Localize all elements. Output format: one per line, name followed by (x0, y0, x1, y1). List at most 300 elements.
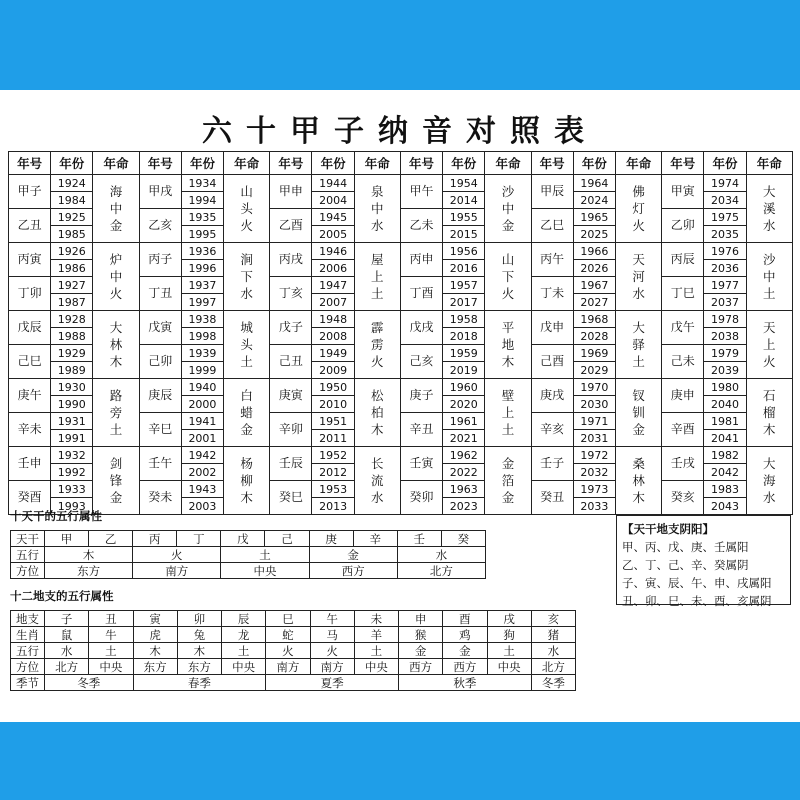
table-row (11, 643, 576, 659)
year-cell: 2033 (573, 498, 615, 515)
year-cell: 1991 (51, 430, 93, 447)
year-cell: 1952 (312, 447, 354, 464)
column-header: 年命 (746, 152, 792, 175)
table-row (11, 563, 486, 579)
ganzhi-cell: 壬辰 (270, 447, 312, 481)
attr-cell: 火 (266, 643, 310, 659)
nayin-char: 土 (240, 354, 253, 369)
year-cell: 2015 (443, 226, 485, 243)
nayin-char: 柏 (371, 405, 384, 420)
attr-cell: 寅 (133, 611, 177, 627)
year-cell: 1958 (443, 311, 485, 328)
year-cell: 1928 (51, 311, 93, 328)
page-title: 六十甲子纳音对照表 (202, 114, 598, 149)
nayin-char: 剑 (109, 456, 123, 471)
nayin-char: 中 (371, 201, 384, 216)
year-cell: 1966 (573, 243, 615, 260)
ganzhi-cell: 戊辰 (9, 311, 51, 345)
ganzhi-cell: 丁巳 (662, 277, 704, 311)
nayin-cell (615, 311, 661, 379)
attr-cell: 水 (45, 643, 89, 659)
ganzhi-cell: 乙卯 (662, 209, 704, 243)
ganzhi-cell: 庚戌 (531, 379, 573, 413)
year-cell: 1926 (51, 243, 93, 260)
bottom-blue-band (0, 722, 800, 800)
nayin-char: 金 (501, 218, 515, 233)
year-cell: 1996 (181, 260, 223, 277)
year-cell: 1948 (312, 311, 354, 328)
year-cell: 1934 (181, 175, 223, 192)
nayin-char: 雳 (371, 337, 384, 352)
year-cell: 1945 (312, 209, 354, 226)
nayin-cell (485, 379, 531, 447)
attr-cell: 东方 (45, 563, 133, 579)
attr-cell: 鸡 (443, 627, 487, 643)
nayin-cell (93, 243, 139, 311)
nayin-char: 平 (501, 320, 515, 335)
ganzhi-cell: 庚寅 (270, 379, 312, 413)
column-header: 年份 (312, 152, 354, 175)
year-cell: 2010 (312, 396, 354, 413)
attr-cell: 土 (221, 547, 309, 563)
year-cell: 1973 (573, 481, 615, 498)
year-cell: 1998 (181, 328, 223, 345)
ganzhi-cell: 乙未 (400, 209, 442, 243)
nayin-char: 木 (371, 422, 384, 437)
attr-cell: 午 (310, 611, 354, 627)
table-row (9, 311, 793, 328)
year-cell: 2031 (573, 430, 615, 447)
ganzhi-cell: 丙辰 (662, 243, 704, 277)
table-row (11, 627, 576, 643)
nayin-cell (615, 175, 661, 243)
nayin-cell (354, 311, 400, 379)
year-cell: 1960 (443, 379, 485, 396)
attr-cell: 辛 (353, 531, 397, 547)
ganzhi-cell: 辛巳 (139, 413, 181, 447)
nayin-char: 箔 (501, 473, 515, 488)
ganzhi-cell: 戊寅 (139, 311, 181, 345)
ganzhi-cell: 壬戌 (662, 447, 704, 481)
nayin-cell (746, 175, 792, 243)
attr-cell: 木 (177, 643, 221, 659)
attr-cell: 南方 (133, 563, 221, 579)
nayin-char: 水 (371, 490, 384, 505)
ganzhi-cell: 丙申 (400, 243, 442, 277)
nayin-char: 佛 (632, 184, 645, 199)
attr-cell: 甲 (45, 531, 89, 547)
nayin-char: 火 (632, 218, 645, 233)
attr-cell: 猪 (531, 627, 575, 643)
nayin-char: 杨 (240, 456, 253, 471)
column-header: 年号 (400, 152, 442, 175)
year-cell: 1964 (573, 175, 615, 192)
year-cell: 1987 (51, 294, 93, 311)
year-cell: 2042 (704, 464, 746, 481)
nayin-char: 溪 (763, 201, 776, 216)
year-cell: 1953 (312, 481, 354, 498)
year-cell: 1959 (443, 345, 485, 362)
nayin-cell (224, 311, 270, 379)
column-header: 年号 (531, 152, 573, 175)
year-cell: 1978 (704, 311, 746, 328)
yinyang-box (616, 515, 791, 608)
ganzhi-cell: 戊申 (531, 311, 573, 345)
column-header: 年命 (615, 152, 661, 175)
ganzhi-cell: 己巳 (9, 345, 51, 379)
attr-cell: 狗 (487, 627, 531, 643)
ganzhi-cell: 乙丑 (9, 209, 51, 243)
nayin-char: 金 (240, 422, 253, 437)
attr-cell: 夏季 (266, 675, 399, 691)
year-cell: 1975 (704, 209, 746, 226)
year-cell: 1981 (704, 413, 746, 430)
attr-cell: 羊 (354, 627, 398, 643)
attr-cell: 冬季 (45, 675, 134, 691)
nayin-char: 蜡 (240, 405, 253, 420)
year-cell: 2039 (704, 362, 746, 379)
nayin-char: 锋 (109, 473, 123, 488)
ganzhi-cell: 甲午 (400, 175, 442, 209)
year-cell: 1967 (573, 277, 615, 294)
ganzhi-cell: 戊子 (270, 311, 312, 345)
nayin-char: 土 (371, 286, 384, 301)
year-cell: 1977 (704, 277, 746, 294)
ganzhi-cell: 乙酉 (270, 209, 312, 243)
column-header: 年份 (51, 152, 93, 175)
year-cell: 2009 (312, 362, 354, 379)
attr-cell: 中央 (222, 659, 266, 675)
year-cell: 1969 (573, 345, 615, 362)
attr-cell: 中央 (354, 659, 398, 675)
nayin-char: 金 (109, 218, 123, 233)
row-label: 地支 (11, 611, 45, 627)
nayin-char: 海 (109, 184, 123, 199)
nayin-char: 流 (371, 473, 384, 488)
attr-cell: 土 (354, 643, 398, 659)
attr-cell: 龙 (222, 627, 266, 643)
attr-cell: 亥 (531, 611, 575, 627)
year-cell: 2034 (704, 192, 746, 209)
nayin-char: 驿 (632, 337, 645, 352)
year-cell: 1999 (181, 362, 223, 379)
nayin-cell (354, 175, 400, 243)
nayin-char: 天 (763, 320, 776, 335)
year-cell: 2014 (443, 192, 485, 209)
year-cell: 2007 (312, 294, 354, 311)
column-header: 年命 (93, 152, 139, 175)
ganzhi-cell: 乙亥 (139, 209, 181, 243)
nayin-char: 桑 (632, 456, 645, 471)
attr-cell: 猴 (399, 627, 443, 643)
nayin-char: 路 (109, 388, 123, 403)
row-label: 季节 (11, 675, 45, 691)
nayin-char: 钗 (632, 388, 645, 403)
nayin-char: 水 (763, 218, 776, 233)
nayin-char: 火 (501, 286, 515, 301)
nayin-char: 金 (632, 422, 645, 437)
yinyang-line: 子、寅、辰、午、申、戌属阳 (622, 576, 772, 590)
ganzhi-cell: 己亥 (400, 345, 442, 379)
year-cell: 2012 (312, 464, 354, 481)
year-cell: 1986 (51, 260, 93, 277)
attr-cell: 火 (133, 547, 221, 563)
nayin-cell (615, 243, 661, 311)
year-cell: 2001 (181, 430, 223, 447)
attr-cell: 己 (265, 531, 309, 547)
attr-cell: 春季 (133, 675, 266, 691)
nayin-char: 石 (763, 388, 776, 403)
column-header: 年号 (139, 152, 181, 175)
nayin-char: 河 (632, 269, 645, 284)
year-cell: 2020 (443, 396, 485, 413)
attr-cell: 虎 (133, 627, 177, 643)
year-cell: 1932 (51, 447, 93, 464)
ganzhi-cell: 癸丑 (531, 481, 573, 515)
ganzhi-cell: 丁未 (531, 277, 573, 311)
nayin-char: 城 (240, 320, 253, 335)
nayin-char: 钏 (632, 405, 645, 420)
nayin-char: 涧 (240, 252, 253, 267)
year-cell: 1974 (704, 175, 746, 192)
year-cell: 1930 (51, 379, 93, 396)
year-cell: 1984 (51, 192, 93, 209)
nayin-char: 木 (763, 422, 776, 437)
nayin-char: 上 (501, 405, 515, 420)
attr-cell: 戊 (221, 531, 265, 547)
attr-cell: 金 (309, 547, 397, 563)
attr-cell: 壬 (397, 531, 441, 547)
nayin-char: 松 (371, 388, 384, 403)
attr-cell: 丙 (133, 531, 177, 547)
column-header: 年号 (9, 152, 51, 175)
column-header: 年份 (181, 152, 223, 175)
nayin-char: 木 (501, 354, 515, 369)
nayin-char: 上 (371, 269, 384, 284)
nayin-char: 下 (240, 269, 253, 284)
ganzhi-cell: 辛未 (9, 413, 51, 447)
year-cell: 1938 (181, 311, 223, 328)
year-cell: 1931 (51, 413, 93, 430)
nayin-char: 柳 (240, 473, 253, 488)
year-cell: 2040 (704, 396, 746, 413)
year-cell: 2043 (704, 498, 746, 515)
year-cell: 1927 (51, 277, 93, 294)
ganzhi-cell: 甲辰 (531, 175, 573, 209)
nayin-char: 木 (109, 354, 123, 369)
attr-cell: 马 (310, 627, 354, 643)
year-cell: 1983 (704, 481, 746, 498)
nayin-char: 金 (501, 490, 515, 505)
yinyang-line: 丑、卯、巳、未、酉、亥属阴 (622, 594, 772, 608)
year-cell: 2005 (312, 226, 354, 243)
ganzhi-cell: 乙巳 (531, 209, 573, 243)
nayin-char: 火 (109, 286, 123, 301)
yinyang-line: 乙、丁、己、辛、癸属阴 (622, 558, 749, 572)
ganzhi-cell: 丙子 (139, 243, 181, 277)
column-header: 年份 (443, 152, 485, 175)
year-cell: 1979 (704, 345, 746, 362)
nayin-char: 中 (109, 201, 123, 216)
year-cell: 1961 (443, 413, 485, 430)
year-cell: 2017 (443, 294, 485, 311)
ganzhi-cell: 癸酉 (9, 481, 51, 515)
nayin-char: 大 (763, 184, 776, 199)
nayin-char: 沙 (763, 252, 776, 267)
nayin-char: 屋 (371, 252, 384, 267)
attr-cell: 金 (443, 643, 487, 659)
attr-cell: 乙 (89, 531, 133, 547)
nayin-cell (615, 447, 661, 515)
nayin-char: 林 (632, 473, 645, 488)
top-blue-band (0, 0, 800, 90)
year-cell: 2008 (312, 328, 354, 345)
nayin-cell (354, 379, 400, 447)
nayin-char: 榴 (763, 405, 776, 420)
ganzhi-cell: 壬寅 (400, 447, 442, 481)
year-cell: 1935 (181, 209, 223, 226)
year-cell: 2019 (443, 362, 485, 379)
nayin-char: 头 (240, 337, 253, 352)
header-row (9, 152, 793, 175)
nayin-char: 壁 (501, 388, 515, 403)
nayin-char: 水 (240, 286, 253, 301)
attr-cell: 火 (310, 643, 354, 659)
year-cell: 2022 (443, 464, 485, 481)
ganzhi-cell: 辛酉 (662, 413, 704, 447)
year-cell: 1957 (443, 277, 485, 294)
row-label: 生肖 (11, 627, 45, 643)
year-cell: 1954 (443, 175, 485, 192)
year-cell: 2016 (443, 260, 485, 277)
attr-cell: 中央 (89, 659, 133, 675)
nayin-char: 金 (109, 490, 123, 505)
year-cell: 1936 (181, 243, 223, 260)
ganzhi-cell: 辛亥 (531, 413, 573, 447)
attr-cell: 兔 (177, 627, 221, 643)
nayin-char: 大 (763, 456, 776, 471)
row-label: 五行 (11, 643, 45, 659)
nayin-char: 火 (763, 354, 776, 369)
nayin-cell (485, 175, 531, 243)
year-cell: 2030 (573, 396, 615, 413)
nayin-char: 金 (501, 456, 515, 471)
ganzhi-cell: 甲戌 (139, 175, 181, 209)
ganzhi-cell: 己酉 (531, 345, 573, 379)
ganzhi-cell: 甲子 (9, 175, 51, 209)
year-cell: 1976 (704, 243, 746, 260)
column-header: 年命 (485, 152, 531, 175)
attr-cell: 牛 (89, 627, 133, 643)
year-cell: 2000 (181, 396, 223, 413)
year-cell: 1985 (51, 226, 93, 243)
nayin-char: 林 (109, 337, 123, 352)
year-cell: 2041 (704, 430, 746, 447)
ganzhi-cell: 丁丑 (139, 277, 181, 311)
nayin-char: 中 (763, 269, 776, 284)
attr-cell: 土 (89, 643, 133, 659)
year-cell: 1997 (181, 294, 223, 311)
nayin-char: 中 (501, 201, 515, 216)
year-cell: 2032 (573, 464, 615, 481)
attr-cell: 南方 (310, 659, 354, 675)
nayin-cell (224, 175, 270, 243)
attr-cell: 酉 (443, 611, 487, 627)
ganzhi-cell: 壬申 (9, 447, 51, 481)
year-cell: 1942 (181, 447, 223, 464)
nayin-char: 山 (240, 184, 253, 199)
year-cell: 2035 (704, 226, 746, 243)
yinyang-line: 甲、丙、戊、庚、壬属阳 (622, 540, 749, 554)
nayin-table (8, 151, 793, 515)
nayin-char: 山 (501, 252, 515, 267)
year-cell: 1972 (573, 447, 615, 464)
year-cell: 1943 (181, 481, 223, 498)
table-row (9, 447, 793, 464)
ganzhi-cell: 丁卯 (9, 277, 51, 311)
attr-cell: 未 (354, 611, 398, 627)
year-cell: 1990 (51, 396, 93, 413)
year-cell: 1982 (704, 447, 746, 464)
nayin-char: 海 (763, 473, 776, 488)
attr-cell: 木 (45, 547, 133, 563)
year-cell: 2026 (573, 260, 615, 277)
nayin-char: 泉 (371, 184, 384, 199)
attr-cell: 卯 (177, 611, 221, 627)
nayin-cell (746, 311, 792, 379)
attr-cell: 金 (399, 643, 443, 659)
year-cell: 2027 (573, 294, 615, 311)
ganzhi-cell: 己丑 (270, 345, 312, 379)
year-cell: 1947 (312, 277, 354, 294)
year-cell: 2038 (704, 328, 746, 345)
column-header: 年份 (704, 152, 746, 175)
year-cell: 2018 (443, 328, 485, 345)
attr-cell: 庚 (309, 531, 353, 547)
nayin-char: 白 (240, 388, 253, 403)
attr-cell: 丁 (177, 531, 221, 547)
nayin-char: 土 (109, 422, 123, 437)
nayin-cell (224, 447, 270, 515)
year-cell: 2037 (704, 294, 746, 311)
nayin-char: 土 (501, 422, 515, 437)
year-cell: 1950 (312, 379, 354, 396)
attr-cell: 秋季 (399, 675, 532, 691)
year-cell: 1946 (312, 243, 354, 260)
year-cell: 1963 (443, 481, 485, 498)
nayin-char: 大 (632, 320, 645, 335)
attr-cell: 中央 (487, 659, 531, 675)
row-label: 五行 (11, 547, 45, 563)
table-row (9, 379, 793, 396)
ganzhi-cell: 癸巳 (270, 481, 312, 515)
nayin-char: 火 (371, 354, 384, 369)
year-cell: 2004 (312, 192, 354, 209)
table-row (11, 611, 576, 627)
year-cell: 1988 (51, 328, 93, 345)
attr-cell: 申 (399, 611, 443, 627)
year-cell: 1955 (443, 209, 485, 226)
attr-cell: 鼠 (45, 627, 89, 643)
ganzhi-cell: 己未 (662, 345, 704, 379)
attr-cell: 西方 (309, 563, 397, 579)
ganzhi-cell: 癸未 (139, 481, 181, 515)
ganzhi-cell: 丁亥 (270, 277, 312, 311)
nayin-char: 上 (763, 337, 776, 352)
nayin-char: 下 (501, 269, 515, 284)
attr-cell: 土 (487, 643, 531, 659)
nayin-char: 水 (632, 286, 645, 301)
